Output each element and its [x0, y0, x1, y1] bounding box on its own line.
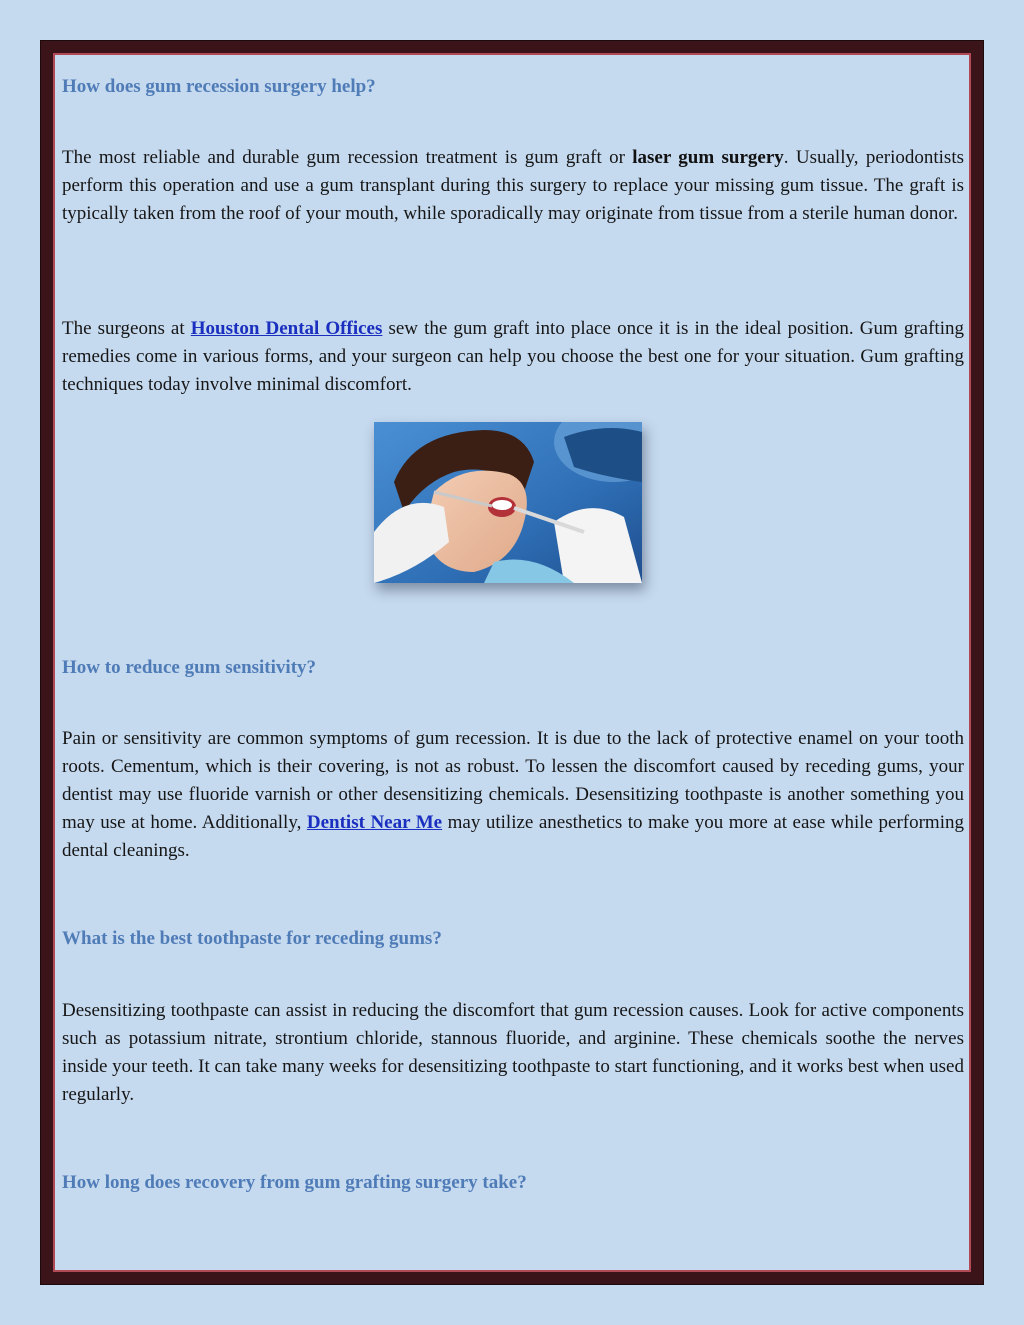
heading-best-toothpaste: What is the best toothpaste for receding gums? — [62, 928, 442, 949]
heading-gum-sensitivity: How to reduce gum sensitivity? — [62, 657, 317, 678]
page-frame — [40, 40, 984, 1285]
text: sew the gum graft into place once it is in the ideal position. Gum grafting remedies come in various forms, and your surgeon can help you choose the best one for your situation. Gum grafting techniques today involve minimal discomfort. — [62, 318, 964, 395]
paragraph-gum-graft — [62, 144, 964, 228]
link-houston-dental-offices[interactable]: Houston Dental Offices — [190, 318, 383, 339]
bold-laser-gum-surgery: laser gum surgery — [632, 147, 784, 168]
article — [62, 55, 964, 1270]
heading-recovery: How long does recovery from gum grafting surgery take? — [62, 1172, 527, 1193]
text: The most reliable and durable gum recession treatment is gum graft or — [62, 147, 633, 168]
page-frame-inner — [53, 53, 971, 1272]
text: may utilize anesthetics to make you more at ease while performing dental cleanings. — [62, 812, 964, 861]
paragraph-houston — [62, 315, 964, 399]
paragraph-toothpaste: Desensitizing toothpaste can assist in reducing the discomfort that gum recession causes. Look for active components such as potassium nitrate, strontium chloride, stannous fluoride, and arginine. These chemicals soothe the nerves inside your teeth. It can take many weeks for desensitizing toothpaste to start functioning, and it works best when used regularly. — [62, 1000, 964, 1105]
text: The surgeons at — [62, 318, 191, 339]
link-dentist-near-me[interactable]: Dentist Near Me — [306, 812, 443, 833]
heading-gum-surgery: How does gum recession surgery help? — [62, 76, 376, 97]
paragraph-sensitivity — [62, 725, 964, 865]
dental-photo — [374, 422, 642, 583]
text: Pain or sensitivity are common symptoms of gum recession. It is due to the lack of protective enamel on your tooth roots. Cementum, which is their covering, is not as robust. To lessen the discomfort caused by receding gums, your dentist may use fluoride varnish or other desensitizing chemicals. Desensitizing toothpaste is another something you may use at home. Additionally, — [62, 728, 964, 833]
text: . Usually, periodontists perform this operation and use a gum transplant during this surgery to replace your missing gum tissue. The graft is typically taken from the roof of your mouth, while sporadically may originate from tissue from a sterile human donor. — [62, 147, 964, 224]
